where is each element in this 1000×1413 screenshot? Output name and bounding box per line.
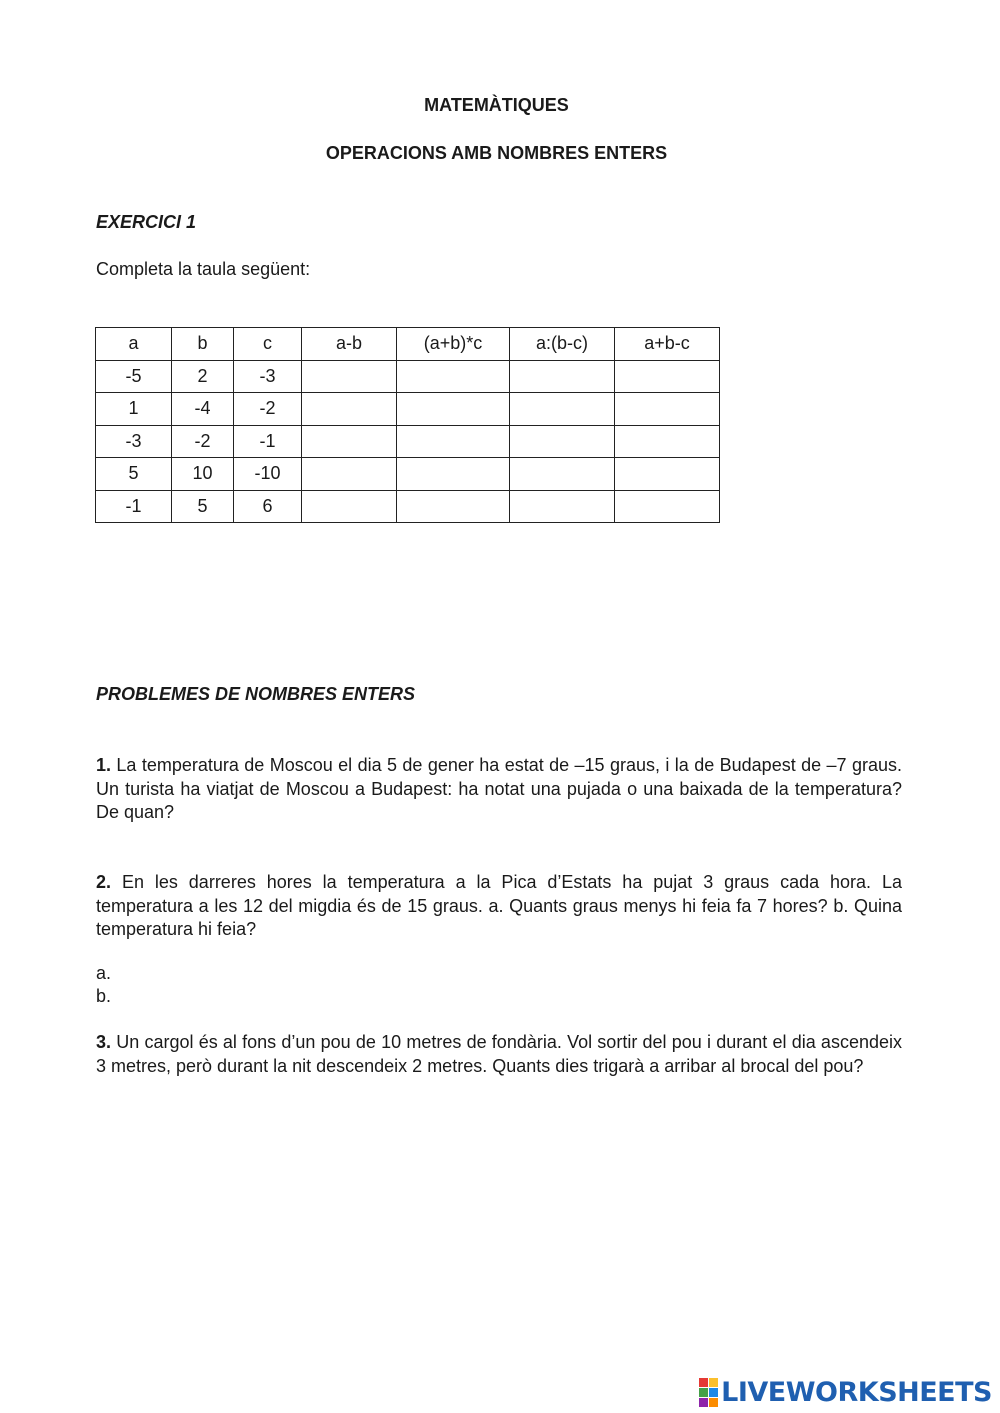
exercise-1-heading: EXERCICI 1 bbox=[96, 212, 197, 232]
table-row bbox=[96, 490, 720, 523]
logo-blocks-icon bbox=[699, 1378, 718, 1407]
value-cell: -3 bbox=[96, 425, 172, 458]
table-header-cell: a:(b-c) bbox=[510, 328, 615, 361]
exercise-1-instruction: Completa la taula següent: bbox=[96, 259, 311, 279]
table-row bbox=[96, 360, 720, 393]
table-header-cell: a-b bbox=[302, 328, 397, 361]
value-cell: 10 bbox=[172, 458, 234, 491]
liveworksheets-logo[interactable] bbox=[699, 1377, 992, 1407]
problem-3 bbox=[96, 1031, 902, 1078]
answer-cell[interactable] bbox=[510, 425, 615, 458]
table-row bbox=[96, 458, 720, 491]
answer-cell[interactable] bbox=[510, 360, 615, 393]
answer-cell[interactable] bbox=[397, 360, 510, 393]
value-cell: -5 bbox=[96, 360, 172, 393]
table-header-cell: a bbox=[96, 328, 172, 361]
problem-number: 2. bbox=[96, 872, 112, 892]
logo-block bbox=[699, 1388, 708, 1397]
table-header-cell: b bbox=[172, 328, 234, 361]
table-header-row bbox=[96, 328, 720, 361]
problem-1 bbox=[96, 754, 902, 825]
problem-text: En les darreres hores la temperatura a la Pica d’Estats ha pujat 3 graus cada hora. La temperatura a les 12 del migdia és de 15 graus. a. Quants graus menys hi feia fa 7 hores? b. Quina temperatura hi feia? bbox=[96, 872, 902, 939]
table-row bbox=[96, 425, 720, 458]
answer-cell[interactable] bbox=[397, 425, 510, 458]
table-header-cell: a+b-c bbox=[615, 328, 720, 361]
answer-cell[interactable] bbox=[510, 458, 615, 491]
problem-number: 1. bbox=[96, 755, 112, 775]
value-cell: -4 bbox=[172, 393, 234, 426]
answer-cell[interactable] bbox=[302, 458, 397, 491]
answer-cell[interactable] bbox=[302, 360, 397, 393]
problem-2 bbox=[96, 871, 902, 942]
logo-block bbox=[699, 1398, 708, 1407]
value-cell: -1 bbox=[96, 490, 172, 523]
answer-cell[interactable] bbox=[397, 458, 510, 491]
value-cell: -2 bbox=[234, 393, 302, 426]
table-row bbox=[96, 393, 720, 426]
answer-cell[interactable] bbox=[302, 393, 397, 426]
operations-table bbox=[95, 327, 720, 523]
problem-number: 3. bbox=[96, 1032, 112, 1052]
answer-cell[interactable] bbox=[302, 490, 397, 523]
logo-block bbox=[709, 1388, 718, 1397]
page-title: MATEMÀTIQUES bbox=[424, 95, 569, 115]
answer-cell[interactable] bbox=[615, 458, 720, 491]
answer-cell[interactable] bbox=[397, 490, 510, 523]
problem-text: Un cargol és al fons d’un pou de 10 metres de fondària. Vol sortir del pou i durant el dia ascendeix 3 metres, però durant la nit descendeix 2 metres. Quants dies trigarà a arribar al brocal del pou? bbox=[96, 1032, 902, 1076]
answer-cell[interactable] bbox=[615, 490, 720, 523]
table-header-cell: c bbox=[234, 328, 302, 361]
answer-cell[interactable] bbox=[510, 393, 615, 426]
answer-cell[interactable] bbox=[615, 360, 720, 393]
problems-heading: PROBLEMES DE NOMBRES ENTERS bbox=[96, 684, 416, 704]
value-cell: -3 bbox=[234, 360, 302, 393]
problem-text: La temperatura de Moscou el dia 5 de gener ha estat de –15 graus, i la de Budapest de –7 graus. Un turista ha viatjat de Moscou a Budapest: ha notat una pujada o una baixada de la temperatura? De quan? bbox=[96, 755, 902, 822]
logo-block bbox=[699, 1378, 708, 1387]
answer-label-b: b. bbox=[96, 986, 112, 1006]
value-cell: -2 bbox=[172, 425, 234, 458]
value-cell: -10 bbox=[234, 458, 302, 491]
logo-block bbox=[709, 1398, 718, 1407]
value-cell: -1 bbox=[234, 425, 302, 458]
page-subtitle: OPERACIONS AMB NOMBRES ENTERS bbox=[325, 143, 668, 163]
value-cell: 2 bbox=[172, 360, 234, 393]
value-cell: 5 bbox=[172, 490, 234, 523]
value-cell: 5 bbox=[96, 458, 172, 491]
answer-label-a: a. bbox=[96, 963, 112, 983]
table-header-cell: (a+b)*c bbox=[397, 328, 510, 361]
answer-cell[interactable] bbox=[615, 425, 720, 458]
value-cell: 1 bbox=[96, 393, 172, 426]
answer-cell[interactable] bbox=[302, 425, 397, 458]
answer-cell[interactable] bbox=[615, 393, 720, 426]
logo-block bbox=[709, 1378, 718, 1387]
logo-text: LIVEWORKSHEETS bbox=[721, 1376, 992, 1408]
answer-cell[interactable] bbox=[510, 490, 615, 523]
answer-cell[interactable] bbox=[397, 393, 510, 426]
value-cell: 6 bbox=[234, 490, 302, 523]
